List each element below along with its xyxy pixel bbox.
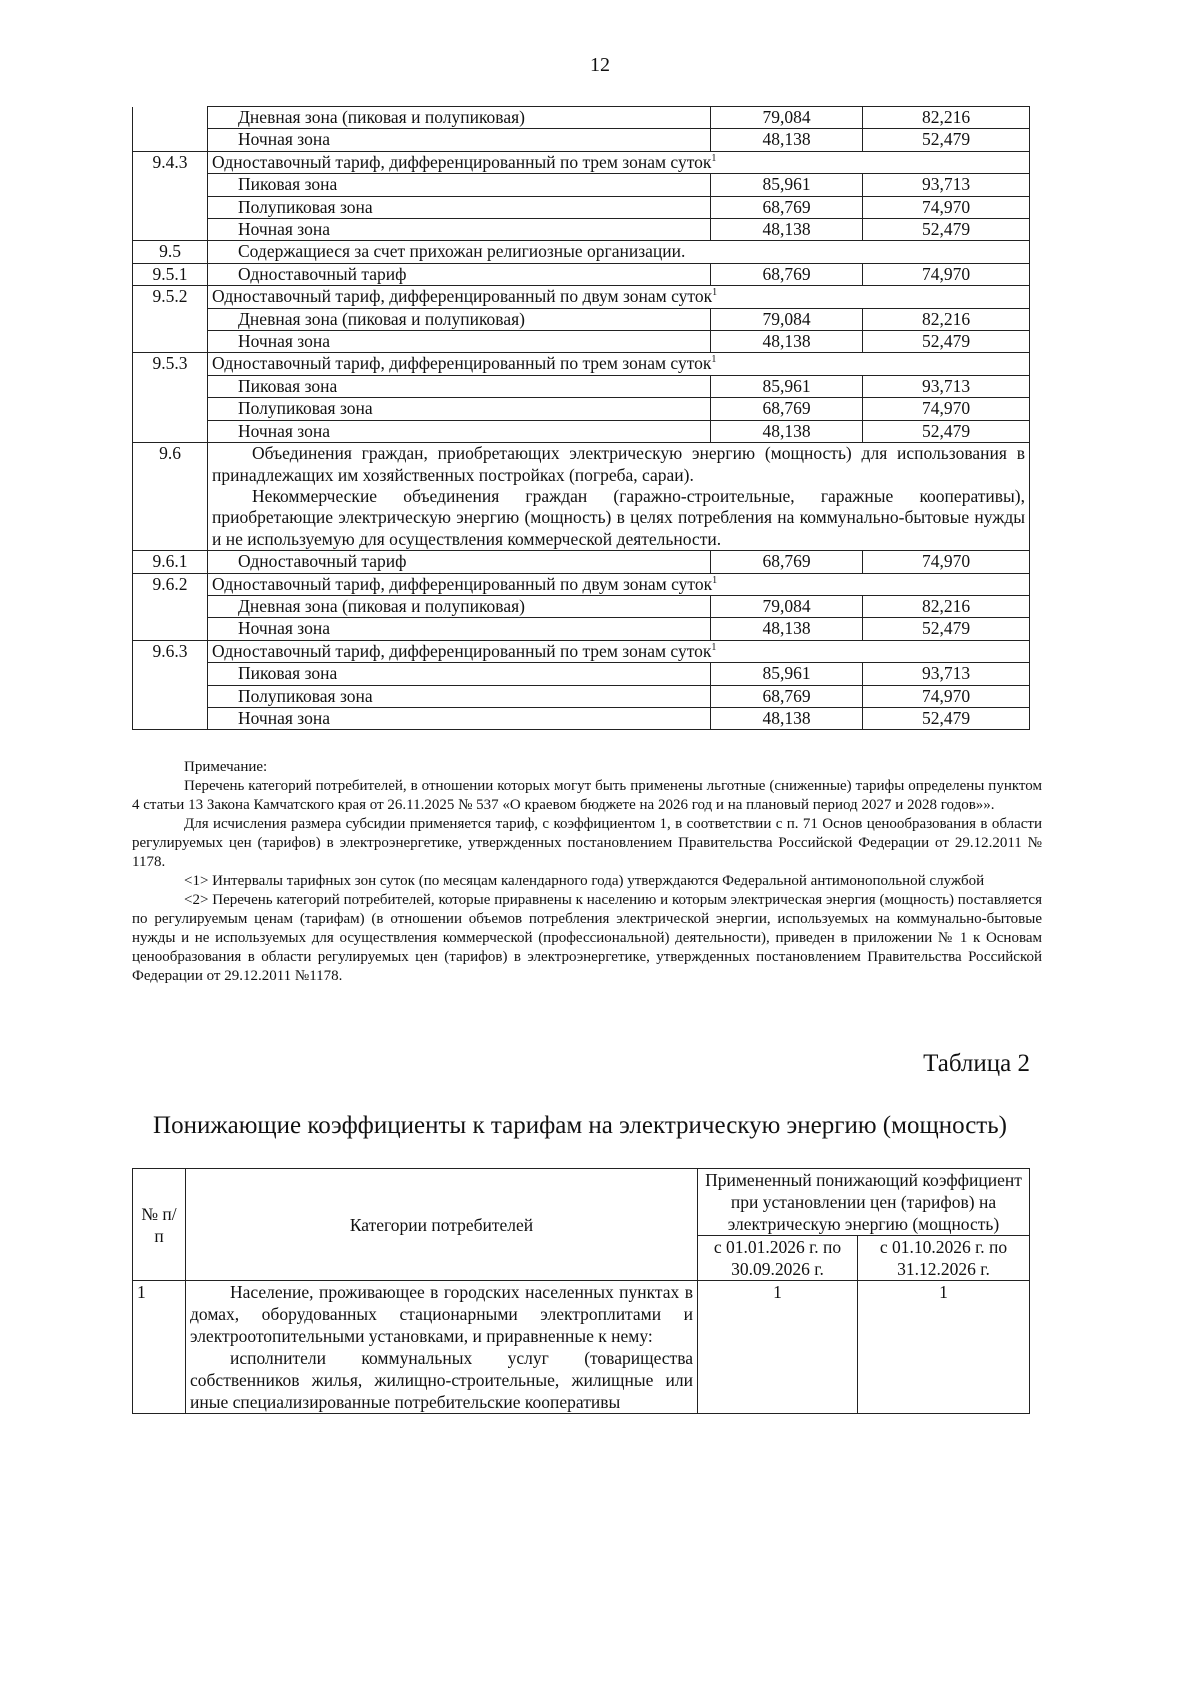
row-section-label <box>208 286 1030 308</box>
label-text: Одноставочный тариф, дифференцированный по двум зонам суток <box>212 573 713 594</box>
row-value-1: 85,961 <box>711 663 863 685</box>
row-value-2: 82,216 <box>863 308 1030 330</box>
row-number: 9.6.2 <box>133 573 208 595</box>
label-text: Одноставочный тариф, дифференцированный по трем зонам суток <box>212 640 712 661</box>
note-paragraph: Для исчисления размера субсидии применяется тариф, с коэффициентом 1, в соответствии с п. 71 Основ ценообразования в области регулируемых цен (тарифов) в электроэнергетике, утвержденных постановлением Правительства Российской Федерации от 29.12.2011 № 1178. <box>132 816 1042 870</box>
table-row <box>133 263 1030 285</box>
row-value-1: 48,138 <box>711 420 863 442</box>
row-value-2: 93,713 <box>863 375 1030 397</box>
table-row <box>133 196 1030 218</box>
notes <box>132 758 1042 986</box>
table-row <box>133 420 1030 442</box>
row-value-1: 85,961 <box>711 174 863 196</box>
header-period-2: с 01.10.2026 г. по 31.12.2026 г. <box>858 1236 1030 1281</box>
label-text: Одноставочный тариф, дифференцированный по двум зонам суток <box>212 286 713 307</box>
table-row <box>133 219 1030 241</box>
row-value-1: 68,769 <box>711 685 863 707</box>
table-row <box>133 663 1030 685</box>
row-section-label <box>208 443 1030 551</box>
row-label: Ночная зона <box>208 420 711 442</box>
tariff-table <box>132 106 1030 730</box>
footnote-ref: 1 <box>711 641 717 653</box>
row-number: 9.5.1 <box>133 263 208 285</box>
notes-title: Примечание: <box>184 759 268 775</box>
row-number <box>133 618 208 640</box>
table-row <box>133 1281 1030 1414</box>
row-value-1: 48,138 <box>711 219 863 241</box>
section-paragraph: Некоммерческие объединения граждан (гаражно-строительные, гаражные кооперативы), приобретающие электрическую энергию (мощность) в целях потребления на коммунально-бытовые нужды и не используемую для осуществления коммерческой деятельности. <box>212 485 1025 549</box>
coefficient-table <box>132 1168 1030 1414</box>
table-row <box>133 685 1030 707</box>
row-label: Дневная зона (пиковая и полупиковая) <box>208 308 711 330</box>
header-period-1: с 01.01.2026 г. по 30.09.2026 г. <box>698 1236 858 1281</box>
header-coef: Примененный понижающий коэффициент при установлении цен (тарифов) на электрическую энергию (мощность) <box>698 1169 1030 1236</box>
table-row <box>133 107 1030 129</box>
row-section-label <box>208 353 1030 375</box>
row-value-2: 52,479 <box>863 618 1030 640</box>
footnote-ref: 1 <box>711 354 717 366</box>
table-title: Понижающие коэффициенты к тарифам на электрическую энергию (мощность) <box>153 1112 1007 1139</box>
row-value-1: 68,769 <box>711 263 863 285</box>
row-value-2: 74,970 <box>863 398 1030 420</box>
label-text: Содержащиеся за счет прихожан религиозные организации. <box>238 241 686 262</box>
row-number <box>133 398 208 420</box>
row-label: Ночная зона <box>208 331 711 353</box>
row-number <box>133 375 208 397</box>
table-row <box>133 640 1030 662</box>
row-value-2: 74,970 <box>863 685 1030 707</box>
row-number <box>133 107 208 129</box>
row-value-1: 85,961 <box>711 375 863 397</box>
row-category <box>186 1281 698 1414</box>
row-number <box>133 663 208 685</box>
row-number <box>133 707 208 729</box>
table-row <box>133 707 1030 729</box>
row-value-2: 52,479 <box>863 331 1030 353</box>
row-value-1: 68,769 <box>711 551 863 573</box>
table-header-row <box>133 1169 1030 1236</box>
row-number: 9.6 <box>133 443 208 551</box>
table-row <box>133 151 1030 173</box>
row-value-1: 1 <box>698 1281 858 1414</box>
row-value-1: 79,084 <box>711 595 863 617</box>
row-label: Одноставочный тариф <box>208 551 711 573</box>
table-row <box>133 308 1030 330</box>
row-number <box>133 174 208 196</box>
note-paragraph: <1> Интервалы тарифных зон суток (по месяцам календарного года) утверждаются Федеральной антимонопольной службой <box>184 873 985 889</box>
row-label: Ночная зона <box>208 707 711 729</box>
header-num: № п/п <box>133 1169 186 1281</box>
row-num: 1 <box>133 1281 186 1414</box>
row-value-2: 74,970 <box>863 263 1030 285</box>
table-row <box>133 241 1030 263</box>
row-number <box>133 685 208 707</box>
header-category: Категории потребителей <box>186 1169 698 1281</box>
table-row <box>133 573 1030 595</box>
row-label: Полупиковая зона <box>208 196 711 218</box>
table-row <box>133 331 1030 353</box>
row-label: Одноставочный тариф <box>208 263 711 285</box>
row-section-label <box>208 151 1030 173</box>
table-row <box>133 551 1030 573</box>
row-label: Пиковая зона <box>208 174 711 196</box>
row-label: Ночная зона <box>208 219 711 241</box>
category-text: исполнители коммунальных услуг (товарищества собственников жилья, жилищно-строительные, жилищные или иные специализированные потребительские кооперативы <box>190 1348 693 1412</box>
row-label: Пиковая зона <box>208 663 711 685</box>
row-number <box>133 595 208 617</box>
row-label: Ночная зона <box>208 129 711 151</box>
row-value-2: 52,479 <box>863 219 1030 241</box>
row-number: 9.5.3 <box>133 353 208 375</box>
row-number: 9.5.2 <box>133 286 208 308</box>
row-label: Дневная зона (пиковая и полупиковая) <box>208 107 711 129</box>
row-value-1: 48,138 <box>711 618 863 640</box>
row-value-2: 52,479 <box>863 420 1030 442</box>
row-section-label <box>208 640 1030 662</box>
row-value-1: 48,138 <box>711 707 863 729</box>
footnote-ref: 1 <box>712 574 718 586</box>
table-row <box>133 443 1030 551</box>
row-number <box>133 196 208 218</box>
row-value-2: 93,713 <box>863 174 1030 196</box>
note-paragraph: Перечень категорий потребителей, в отношении которых могут быть применены льготные (сниженные) тарифы определены пунктом 4 статьи 13 Закона Камчатского края от 26.11.2025 № 537 «О краевом бюджете на 2026 год и на плановый период 2027 и 2028 годов»». <box>132 778 1042 813</box>
row-section-label <box>208 241 1030 263</box>
label-text: Одноставочный тариф, дифференцированный по трем зонам суток <box>212 353 712 374</box>
table-row <box>133 353 1030 375</box>
row-label: Пиковая зона <box>208 375 711 397</box>
category-text: Население, проживающее в городских населенных пунктах в домах, оборудованных стационарными электроплитами и электроотопительными установками, и приравненные к нему: <box>190 1282 693 1346</box>
table-row <box>133 398 1030 420</box>
row-value-2: 82,216 <box>863 595 1030 617</box>
row-label: Полупиковая зона <box>208 685 711 707</box>
row-number: 9.4.3 <box>133 151 208 173</box>
row-value-2: 52,479 <box>863 707 1030 729</box>
row-label: Полупиковая зона <box>208 398 711 420</box>
row-number: 9.6.3 <box>133 640 208 662</box>
note-paragraph: <2> Перечень категорий потребителей, которые приравнены к населению и которым электрическая энергия (мощность) поставляется по регулируемым ценам (тарифам) (в отношении объемов потребления электрической энергии, используемых на коммунально-бытовые нужды и не используемых для осуществления коммерческой (профессиональной) деятельности), приведен в приложении № 1 к Основам ценообразования в области регулируемых цен (тарифов) в электроэнергетике, утвержденных постановлением Правительства Российской Федерации от 29.12.2011 №1178. <box>132 892 1042 984</box>
row-number <box>133 219 208 241</box>
section-paragraph: Объединения граждан, приобретающих электрическую энергию (мощность) для использования в принадлежащих им хозяйственных постройках (погреба, сараи). <box>212 443 1025 485</box>
page-number: 12 <box>590 54 610 76</box>
row-label: Дневная зона (пиковая и полупиковая) <box>208 595 711 617</box>
row-number: 9.5 <box>133 241 208 263</box>
label-text: Одноставочный тариф, дифференцированный по трем зонам суток <box>212 151 712 172</box>
row-value-2: 74,970 <box>863 551 1030 573</box>
row-number: 9.6.1 <box>133 551 208 573</box>
row-value-1: 48,138 <box>711 331 863 353</box>
row-number <box>133 420 208 442</box>
row-value-2: 82,216 <box>863 107 1030 129</box>
row-value-1: 68,769 <box>711 196 863 218</box>
table-row <box>133 375 1030 397</box>
table-row <box>133 286 1030 308</box>
table-row <box>133 618 1030 640</box>
table-row <box>133 129 1030 151</box>
row-number <box>133 308 208 330</box>
row-label: Ночная зона <box>208 618 711 640</box>
row-section-label <box>208 573 1030 595</box>
row-value-2: 1 <box>858 1281 1030 1414</box>
footnote-ref: 1 <box>711 152 717 164</box>
row-value-1: 68,769 <box>711 398 863 420</box>
row-value-1: 79,084 <box>711 107 863 129</box>
row-value-2: 74,970 <box>863 196 1030 218</box>
row-number <box>133 129 208 151</box>
footnote-ref: 1 <box>712 287 718 299</box>
table-caption: Таблица 2 <box>923 1050 1030 1077</box>
row-value-2: 52,479 <box>863 129 1030 151</box>
row-value-1: 79,084 <box>711 308 863 330</box>
table-row <box>133 595 1030 617</box>
row-number <box>133 331 208 353</box>
row-value-1: 48,138 <box>711 129 863 151</box>
row-value-2: 93,713 <box>863 663 1030 685</box>
table-row <box>133 174 1030 196</box>
